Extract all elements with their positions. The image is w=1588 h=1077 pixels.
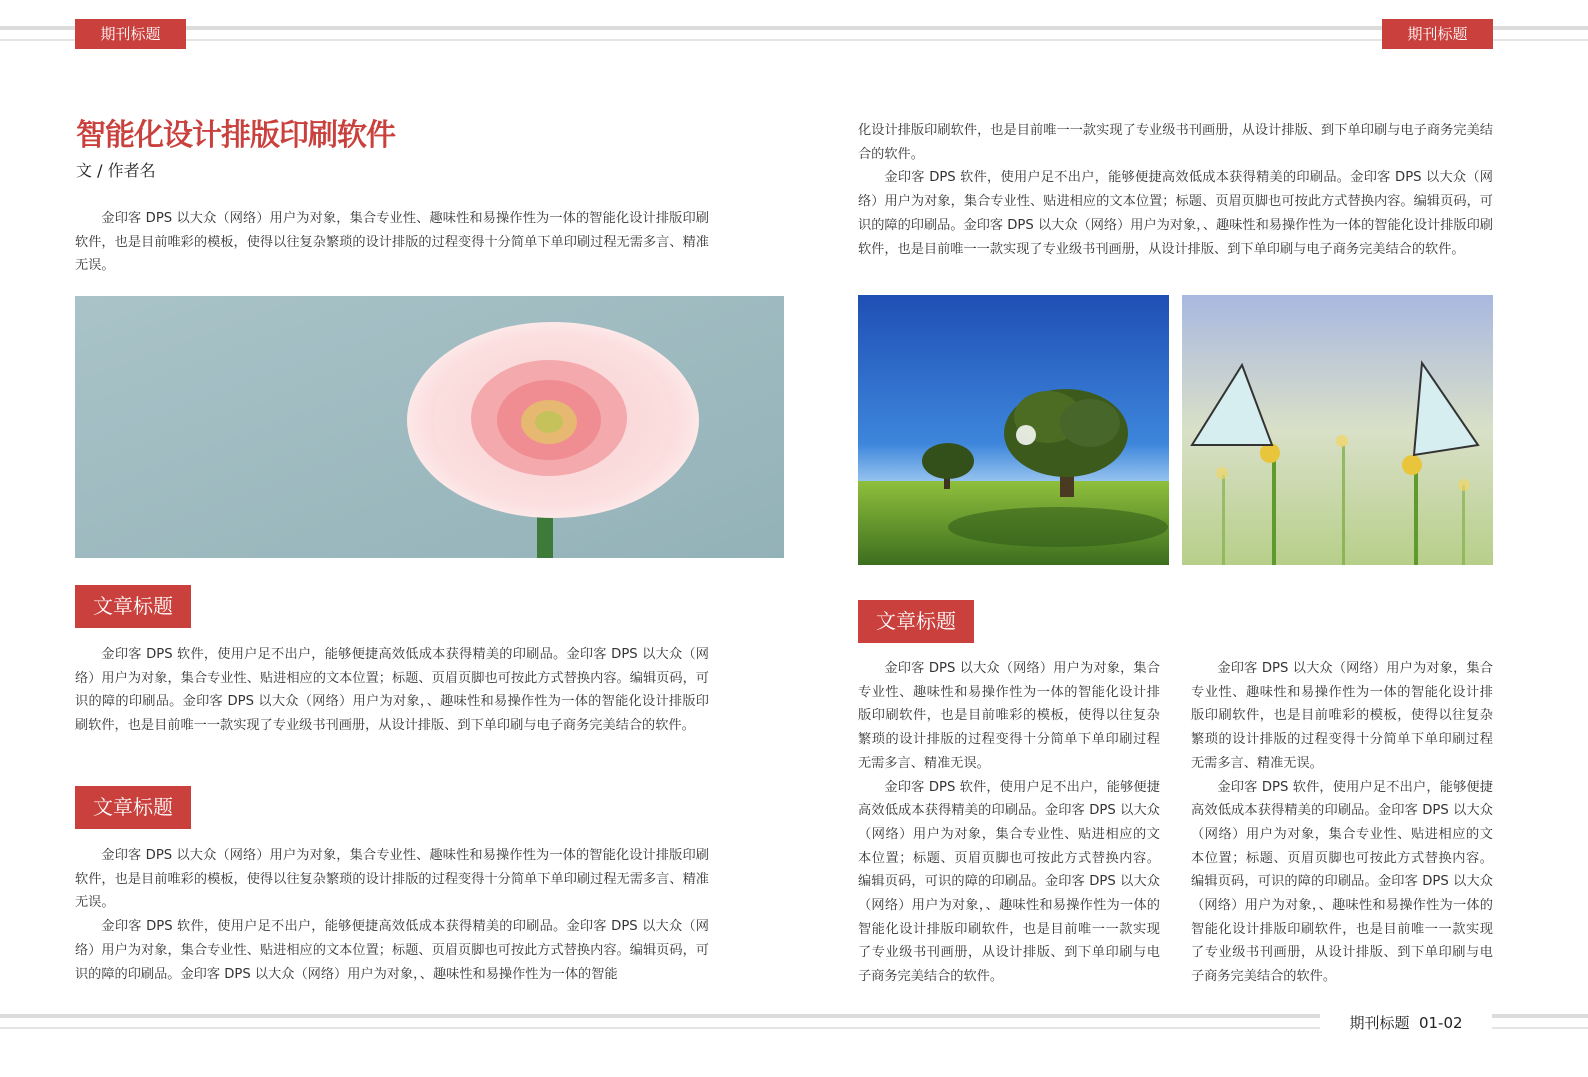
article-title: 智能化设计排版印刷软件	[76, 118, 395, 153]
section-title-2: 文章标题	[75, 786, 191, 829]
section-2-paragraph-2: 金印客 DPS 软件，使用户足不出户，能够便捷高效低成本获得精美的印刷品。金印客 DPS 以大众（网络）用户为对象，集合专业性、贴进相应的文本位置；标题、页眉页脚也可按此方式替换内容。编辑页码，可识的障的印刷品。金印客 DPS 以大众（网络）用户为对象，、趣味性和易操作性为一体的智能	[75, 919, 709, 982]
right-top-text	[858, 119, 1493, 261]
article-author: 文 / 作者名	[76, 161, 156, 180]
right-column-2-paragraph-2: 金印客 DPS 软件，使用户足不出户，能够便捷高效低成本获得精美的印刷品。金印客 DPS 以大众（网络）用户为对象，集合专业性、贴进相应的文本位置；标题、页眉页脚也可按此方式替换内容。编辑页码，可识的障的印刷品。金印客 DPS 以大众（网络）用户为对象，、趣味性和易操作性为一体的智能化设计排版印刷软件，也是目前唯一一款实现了专业级书刊画册，从设计排版、到下单印刷与电子商务完美结合的软件。	[1191, 779, 1493, 985]
section-title-3: 文章标题	[858, 600, 974, 643]
footer-page-label: 期刊标题 01-02	[1349, 1014, 1463, 1032]
header-rule-bottom	[0, 39, 1588, 41]
right-top-paragraph-2: 金印客 DPS 软件，使用户足不出户，能够便捷高效低成本获得精美的印刷品。金印客 DPS 以大众（网络）用户为对象，集合专业性、贴进相应的文本位置；标题、页眉页脚也可按此方式替换内容。编辑页码，可识的障的印刷品。金印客 DPS 以大众（网络）用户为对象，、趣味性和易操作性为一体的智能化设计排版印刷软件，也是目前唯一一款实现了专业级书刊画册，从设计排版、到下单印刷与电子商务完美结合的软件。	[858, 170, 1493, 257]
header-tag-left: 期刊标题	[75, 19, 186, 49]
section-title-1: 文章标题	[75, 585, 191, 628]
right-column-1-paragraph-2: 金印客 DPS 软件，使用户足不出户，能够便捷高效低成本获得精美的印刷品。金印客 DPS 以大众（网络）用户为对象，集合专业性、贴进相应的文本位置；标题、页眉页脚也可按此方式替换内容。编辑页码，可识的障的印刷品。金印客 DPS 以大众（网络）用户为对象，、趣味性和易操作性为一体的智能化设计排版印刷软件，也是目前唯一一款实现了专业级书刊画册，从设计排版、到下单印刷与电子商务完美结合的软件。	[858, 779, 1160, 985]
right-column-1-paragraph-1: 金印客 DPS 以大众（网络）用户为对象，集合专业性、趣味性和易操作性为一体的智能化设计排版印刷软件，也是目前唯彩的模板，使得以往复杂繁琐的设计排版的过程变得十分简单下单印刷过程无需多言、精准无误。	[858, 661, 1160, 771]
section-2-paragraph-1: 金印客 DPS 以大众（网络）用户为对象，集合专业性、趣味性和易操作性为一体的智能化设计排版印刷软件，也是目前唯彩的模板，使得以往复杂繁琐的设计排版的过程变得十分简单下单印刷过程无需多言、精准无误。	[75, 848, 709, 911]
header-rule-top	[0, 26, 1588, 30]
right-top-paragraph-1: 化设计排版印刷软件，也是目前唯一一款实现了专业级书刊画册，从设计排版、到下单印刷与电子商务完美结合的软件。	[858, 123, 1493, 162]
tree-photo	[858, 295, 1169, 565]
butterfly-photo	[1182, 295, 1493, 565]
right-column-1	[858, 657, 1160, 989]
right-column-2	[1191, 657, 1493, 989]
intro-paragraph: 金印客 DPS 以大众（网络）用户为对象，集合专业性、趣味性和易操作性为一体的智能化设计排版印刷软件，也是目前唯彩的模板，使得以往复杂繁琐的设计排版的过程变得十分简单下单印刷过程无需多言、精准无误。	[75, 211, 709, 274]
section-2-text	[75, 844, 709, 986]
section-1-paragraph: 金印客 DPS 软件，使用户足不出户，能够便捷高效低成本获得精美的印刷品。金印客 DPS 以大众（网络）用户为对象，集合专业性、贴进相应的文本位置；标题、页眉页脚也可按此方式替换内容。编辑页码，可识的障的印刷品。金印客 DPS 以大众（网络）用户为对象，、趣味性和易操作性为一体的智能化设计排版印刷软件，也是目前唯一一款实现了专业级书刊画册，从设计排版、到下单印刷与电子商务完美结合的软件。	[75, 647, 709, 734]
intro-text	[75, 207, 709, 278]
flower-photo	[75, 296, 784, 558]
header-tag-right: 期刊标题	[1382, 19, 1493, 49]
section-1-text	[75, 643, 709, 738]
right-column-2-paragraph-1: 金印客 DPS 以大众（网络）用户为对象，集合专业性、趣味性和易操作性为一体的智能化设计排版印刷软件，也是目前唯彩的模板，使得以往复杂繁琐的设计排版的过程变得十分简单下单印刷过程无需多言、精准无误。	[1191, 661, 1493, 771]
